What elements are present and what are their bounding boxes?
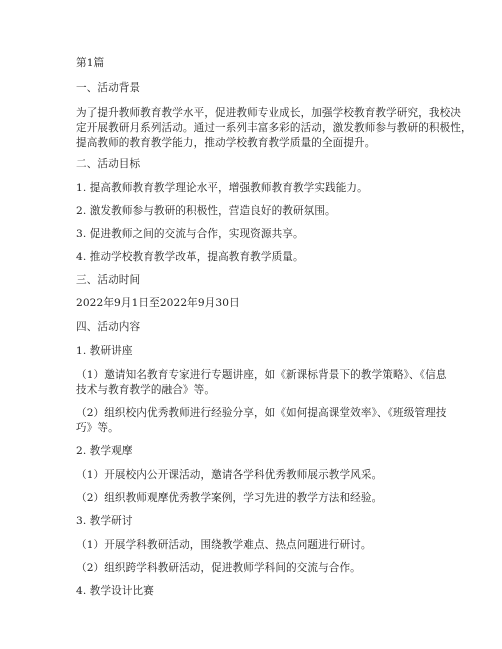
content-subitem-line: （1）邀请知名教育专家进行专题讲座，如《新课标背景下的教学策略》、《信息 xyxy=(76,369,447,381)
content-subitem-line: 技术与教育教学的融合》等。 xyxy=(76,384,216,396)
goal-item: 3. 促进教师之间的交流与合作，实现资源共享。 xyxy=(76,228,304,240)
goal-item: 4. 推动学校教育教学改革，提高教育教学质量。 xyxy=(76,251,304,263)
content-item-heading: 4. 教学设计比赛 xyxy=(76,585,154,597)
goal-item: 1. 提高教师教育教学理论水平，增强教师教育教学实践能力。 xyxy=(76,182,368,194)
section-heading-time: 三、活动时间 xyxy=(76,274,141,286)
content-item-heading: 2. 教学观摩 xyxy=(76,445,133,457)
content-subitem-line: （1）开展校内公开课活动，邀请各学科优秀教师展示教学风采。 xyxy=(76,469,383,481)
content-subitem-line: （2）组织校内优秀教师进行经验分享，如《如何提高课堂效率》、《班级管理技 xyxy=(76,407,447,419)
section-heading-content: 四、活动内容 xyxy=(76,321,141,333)
paragraph-line: 定开展教研月系列活动。通过一系列丰富多彩的活动，激发教师参与教研的积极性， xyxy=(76,122,472,134)
paragraph-line: 提高教师的教育教学能力，推动学校教育教学质量的全面提升。 xyxy=(76,137,376,149)
goal-item: 2. 激发教师参与教研的积极性，营造良好的教研氛围。 xyxy=(76,205,336,217)
section-heading-background: 一、活动背景 xyxy=(76,82,141,94)
activity-time: 2022年9月1日至2022年9月30日 xyxy=(76,297,240,309)
content-subitem-line: （2）组织教师观摩优秀教学案例，学习先进的教学方法和经验。 xyxy=(76,492,383,504)
content-subitem-line: （1）开展学科教研活动，围绕教学难点、热点问题进行研讨。 xyxy=(76,539,372,551)
part-label: 第1篇 xyxy=(76,57,105,69)
section-heading-goals: 二、活动目标 xyxy=(76,158,141,170)
content-subitem-line: （2）组织跨学科教研活动，促进教师学科间的交流与合作。 xyxy=(76,562,361,574)
content-subitem-line: 巧》等。 xyxy=(76,422,119,434)
paragraph-line: 为了提升教师教育教学水平，促进教师专业成长，加强学校教育教学研究，我校决 xyxy=(76,107,461,119)
content-item-heading: 1. 教研讲座 xyxy=(76,345,133,357)
content-item-heading: 3. 教学研讨 xyxy=(76,515,133,527)
